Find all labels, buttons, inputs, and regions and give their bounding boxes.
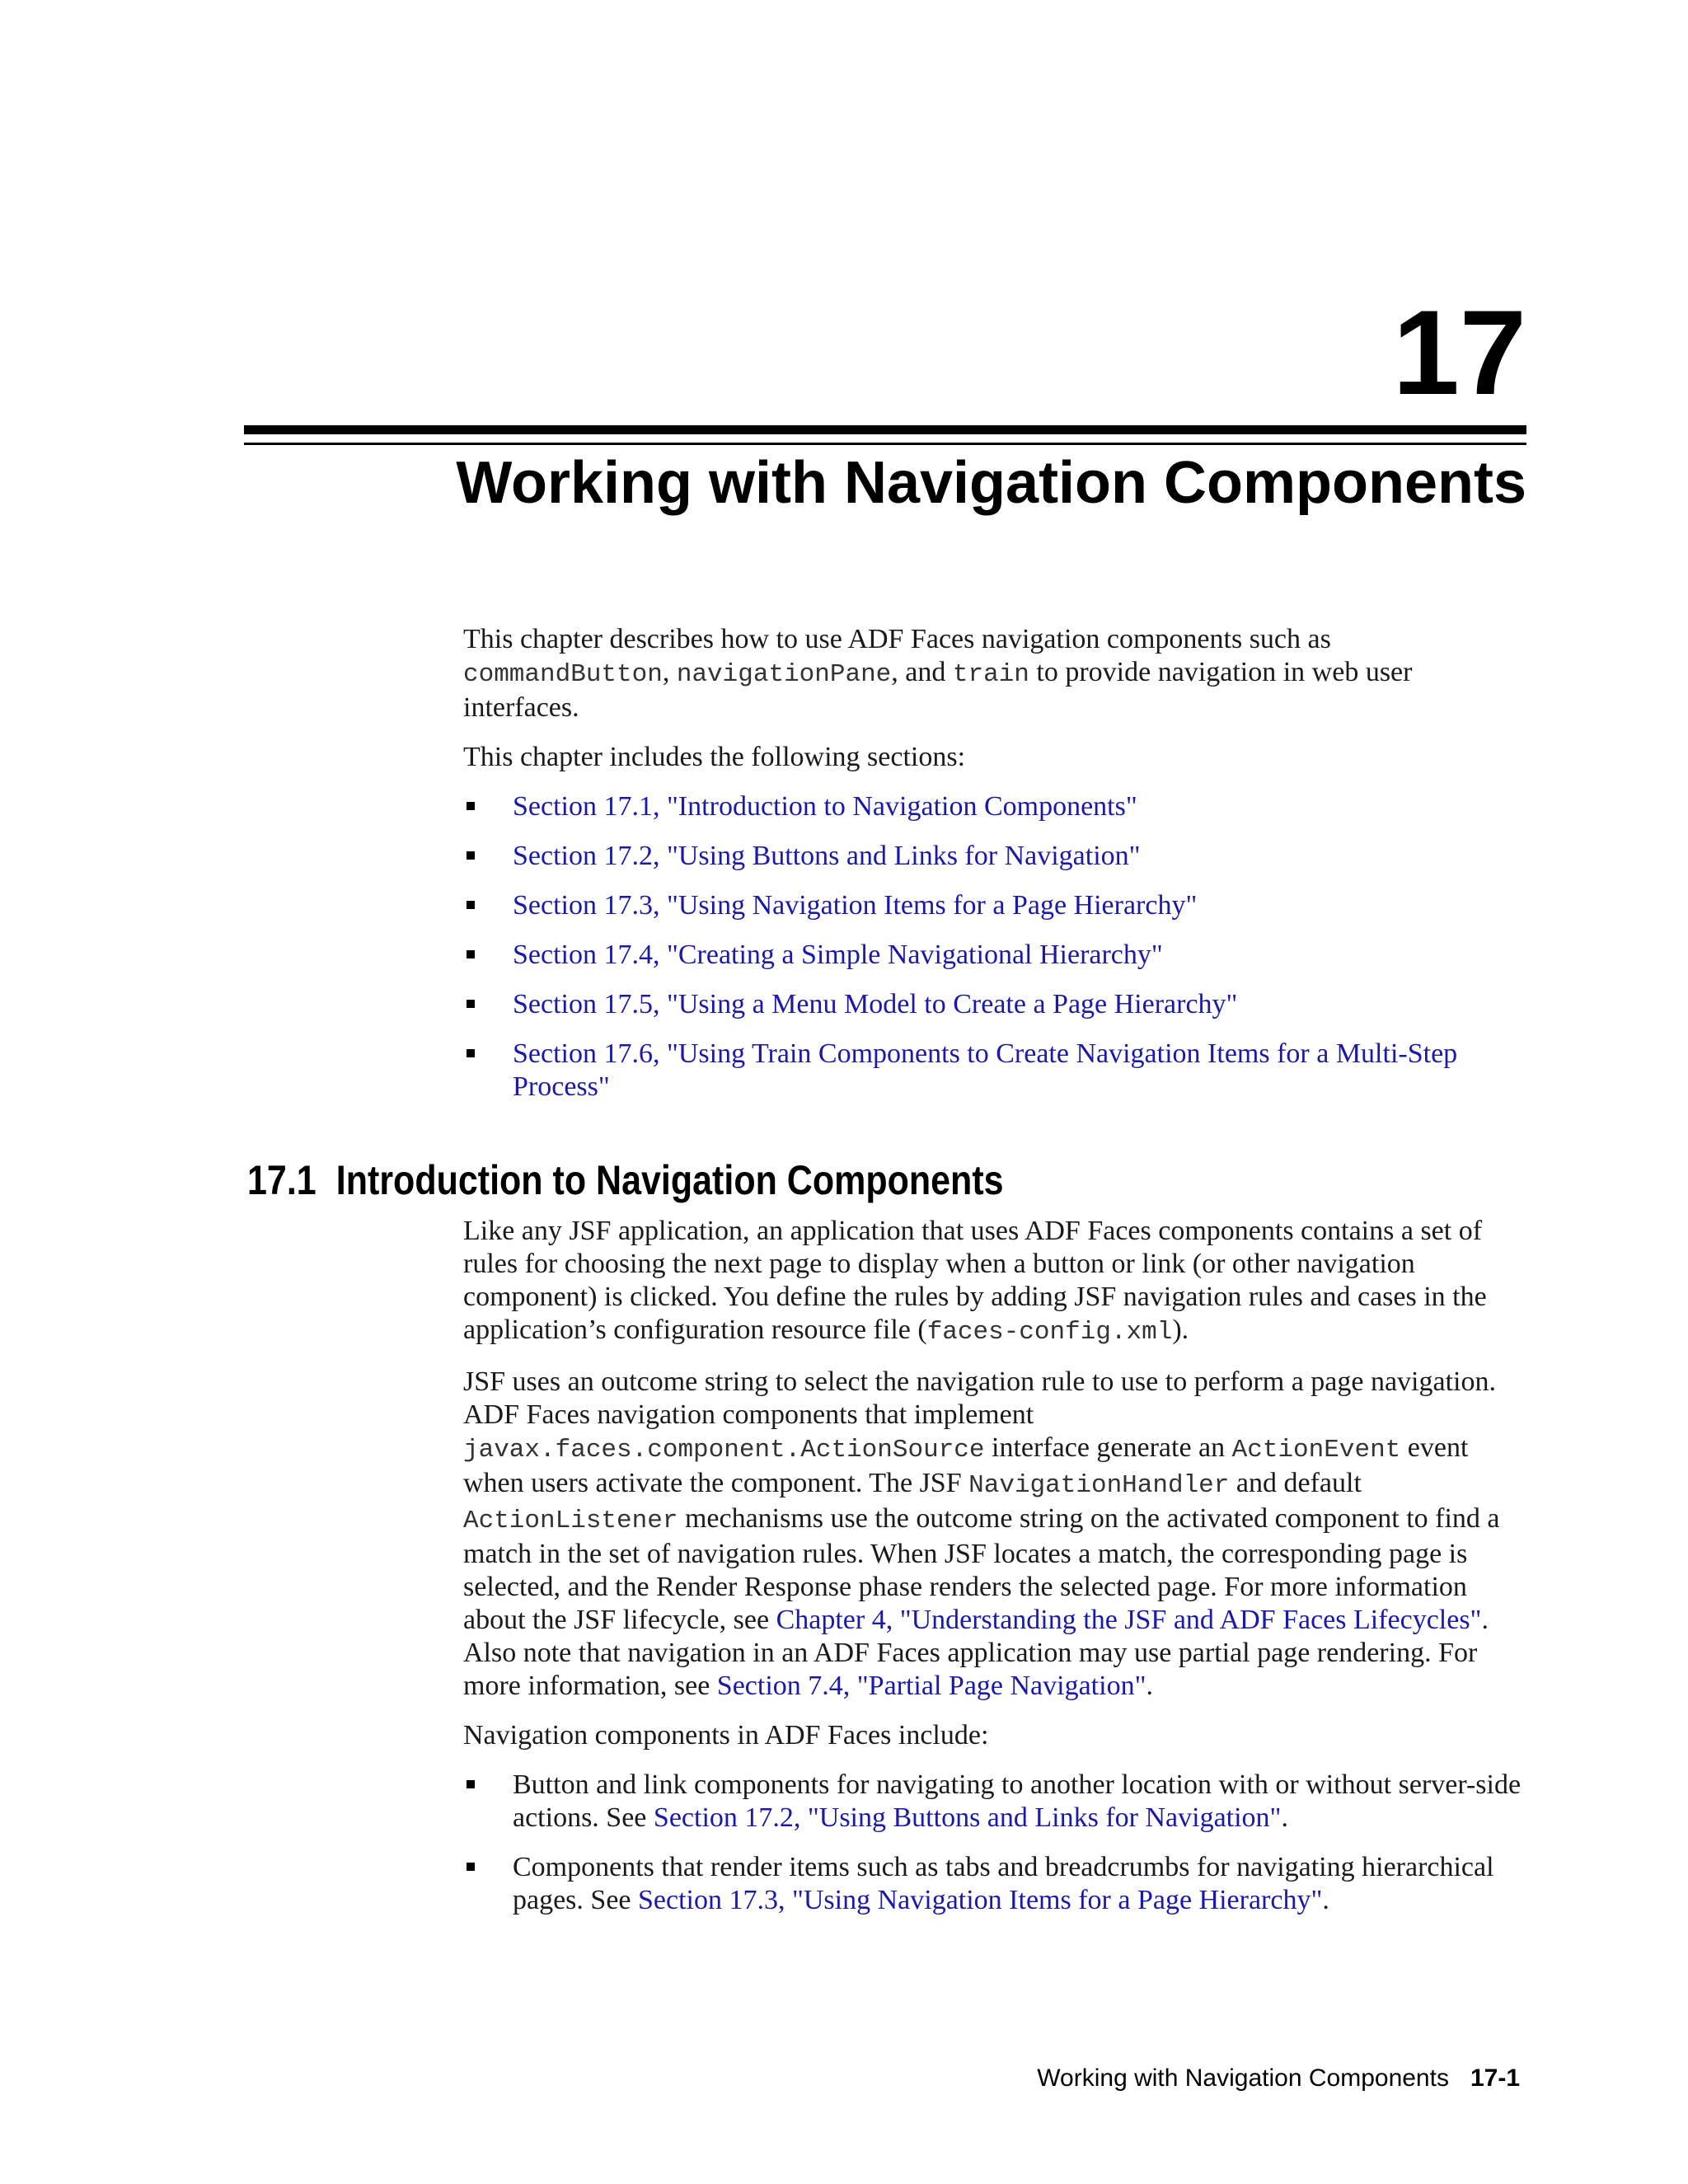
chapter-rule-thick — [244, 425, 1526, 434]
list-item — [463, 889, 1526, 922]
bullet-icon — [467, 1000, 475, 1008]
code-term: navigationPane — [676, 660, 892, 689]
section-7-4-link[interactable]: Section 7.4, "Partial Page Navigation" — [716, 1671, 1146, 1701]
section-link-17-3[interactable]: Section 17.3, "Using Navigation Items for a Page Hierarchy" — [513, 890, 1198, 921]
list-item: Button and link components for navigating to another location with or without server-side actions. See Section 17.2, "Using Buttons and Links for Navigation". — [463, 1769, 1526, 1835]
code-term: NavigationHandler — [968, 1471, 1230, 1500]
sections-intro: This chapter includes the following sections: — [463, 742, 966, 772]
chapter-intro — [463, 623, 1526, 1120]
bullet-icon — [467, 950, 475, 958]
page-footer — [1037, 2064, 1520, 2093]
chapter-4-link[interactable]: Chapter 4, "Understanding the JSF and ADF Faces Lifecycles" — [776, 1605, 1482, 1635]
section-body — [463, 1215, 1526, 1933]
code-term: commandButton — [463, 660, 663, 689]
section-link-17-6[interactable]: Section 17.6, "Using Train Components to Create Navigation Items for a Multi-Step Process" — [513, 1038, 1458, 1102]
footer-title: Working with Navigation Components — [1037, 2064, 1449, 2092]
chapter-title: Working with Navigation Components — [456, 450, 1526, 516]
code-term: faces-config.xml — [926, 1318, 1173, 1347]
bullet-icon — [467, 1780, 475, 1788]
section-17-2-link[interactable]: Section 17.2, "Using Buttons and Links for Navigation" — [653, 1802, 1282, 1833]
section-title: Introduction to Navigation Components — [335, 1157, 1004, 1203]
section-paragraph: Navigation components in ADF Faces include: — [463, 1720, 989, 1750]
bullet-icon — [467, 1049, 475, 1057]
page-number: 17-1 — [1470, 2064, 1520, 2092]
list-item — [463, 790, 1526, 823]
component-list — [463, 1769, 1526, 1917]
bullet-icon — [467, 901, 475, 909]
section-link-17-1[interactable]: Section 17.1, "Introduction to Navigation Components" — [513, 791, 1137, 822]
bullet-icon — [467, 802, 475, 810]
chapter-number: 17 — [1392, 285, 1526, 419]
code-term: train — [952, 660, 1029, 689]
section-heading — [247, 1155, 1004, 1205]
section-link-17-2[interactable]: Section 17.2, "Using Buttons and Links for Navigation" — [513, 841, 1141, 871]
section-paragraph: JSF uses an outcome string to select the navigation rule to use to perform a page navigation. ADF Faces navigation components that implement javax.faces.component.ActionSource interface generate an ActionEvent event when users activate the component. The JSF NavigationHandler and default ActionListener mechanisms use the outcome string on the activated component to find a match in the set of navigation rules. When JSF locates a match, the corresponding page is selected, and the Render Response phase renders the selected page. For more information about the JSF lifecycle, see Chapter 4, "Understanding the JSF and ADF Faces Lifecycles". Also note that navigation in an ADF Faces application may use partial page rendering. For more information, see Section 7.4, "Partial Page Navigation". — [463, 1366, 1500, 1701]
bullet-icon — [467, 1863, 475, 1871]
code-term: ActionListener — [463, 1507, 678, 1535]
section-17-3-link[interactable]: Section 17.3, "Using Navigation Items for a Page Hierarchy" — [638, 1885, 1323, 1915]
list-item — [463, 939, 1526, 972]
chapter-rule-thin — [244, 443, 1526, 445]
section-number: 17.1 — [247, 1157, 316, 1203]
code-term: javax.faces.component.ActionSource — [463, 1436, 985, 1465]
list-item — [463, 1038, 1526, 1104]
list-item — [463, 840, 1526, 873]
code-term: ActionEvent — [1231, 1436, 1401, 1465]
bullet-icon — [467, 851, 475, 860]
list-item: Components that render items such as tabs and breadcrumbs for navigating hierarchical pages. See Section 17.3, "Using Navigation Items for a Page Hierarchy". — [463, 1851, 1526, 1917]
section-link-17-5[interactable]: Section 17.5, "Using a Menu Model to Create a Page Hierarchy" — [513, 989, 1238, 1019]
section-link-list — [463, 790, 1526, 1104]
section-link-17-4[interactable]: Section 17.4, "Creating a Simple Navigational Hierarchy" — [513, 940, 1163, 970]
list-item — [463, 988, 1526, 1021]
section-paragraph: Like any JSF application, an application that uses ADF Faces components contains a set of rules for choosing the next page to display when a button or link (or other navigation component) is clicked. You define the rules by adding JSF navigation rules and cases in the application’s configuration resource file (faces-config.xml). — [463, 1216, 1487, 1347]
intro-paragraph: This chapter describes how to use ADF Faces navigation components such as commandButton, navigationPane, and train to provide navigation in web user interfaces. — [463, 624, 1413, 723]
